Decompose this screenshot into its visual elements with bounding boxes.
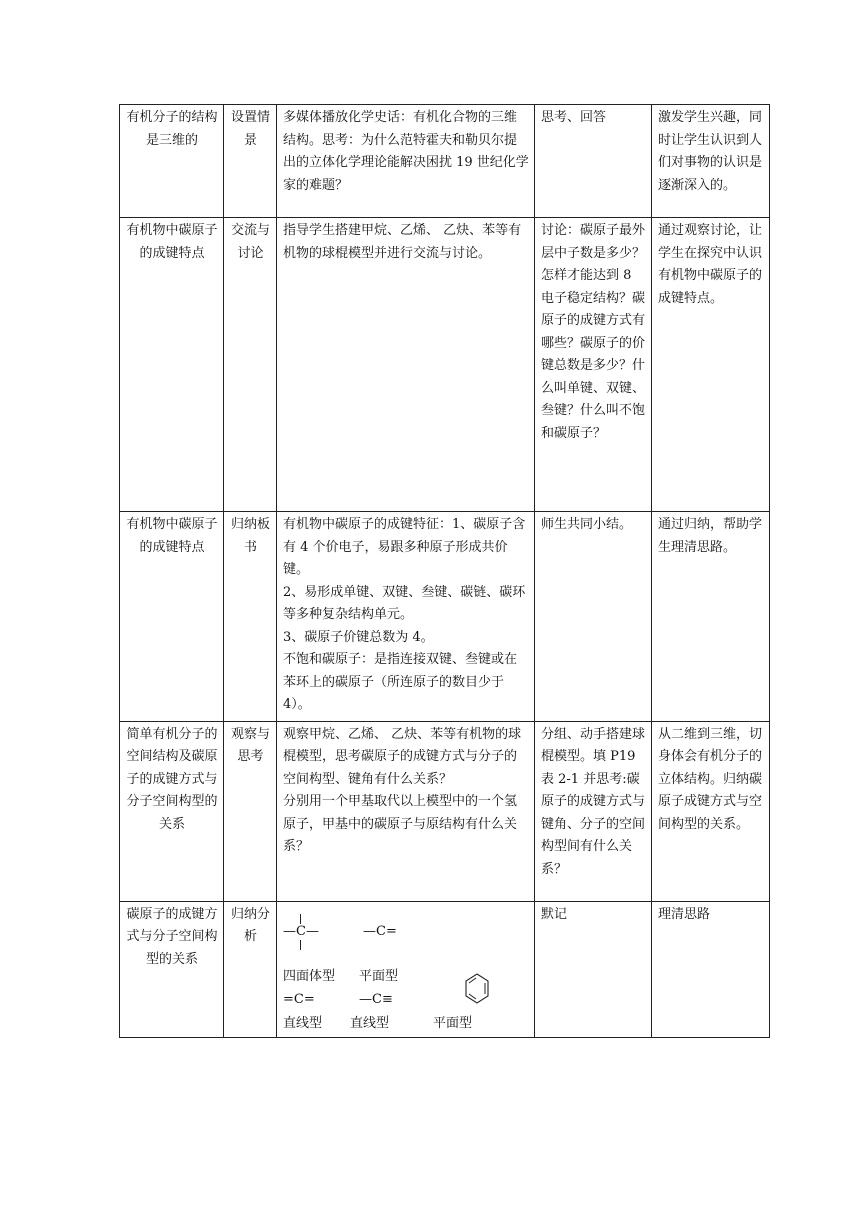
design-intent-cell: 理清思路 bbox=[652, 901, 770, 1037]
student-activity-cell: 思考、回答 bbox=[535, 105, 652, 218]
table-row bbox=[120, 901, 770, 1037]
bond-geometry-diagram bbox=[277, 901, 535, 1037]
topic-cell: 碳原子的成键方式与分子空间构型的关系 bbox=[120, 901, 224, 1037]
topic-cell: 有机分子的结构是三维的 bbox=[120, 105, 224, 218]
benzene-label: 平面型 bbox=[433, 1015, 473, 1031]
benzene-ring-icon bbox=[464, 972, 490, 1006]
method-cell: 设置情景 bbox=[224, 105, 277, 218]
method-cell: 观察与思考 bbox=[224, 721, 277, 901]
topic-cell: 有机物中碳原子的成键特点 bbox=[120, 218, 224, 512]
table-row bbox=[120, 218, 770, 512]
teacher-activity-cell: 指导学生搭建甲烷、乙烯、 乙炔、苯等有机物的球棍模型并进行交流与讨论。 bbox=[277, 218, 535, 512]
observe-question: 观察甲烷、乙烯、 乙炔、苯等有机物的球棍模型，思考碳原子的成键方式与分子的空间构型、键角有什么关系？ bbox=[283, 726, 522, 787]
method-cell: 归纳板书 bbox=[224, 512, 277, 722]
table-row bbox=[120, 105, 770, 218]
student-activity-cell: 讨论：碳原子最外层中子数是多少？怎样才能达到 8 电子稳定结构？碳原子的成键方式有哪些？碳原子的价键总数是多少？什么叫单键、双键、叁键？什么叫不饱和碳原子？ bbox=[535, 218, 652, 512]
table-row bbox=[120, 512, 770, 722]
student-activity-cell: 默记 bbox=[535, 901, 652, 1037]
tetrahedral-formula: —C— bbox=[283, 923, 319, 939]
linear-formula-double: =C= bbox=[283, 991, 315, 1007]
topic-cell: 有机物中碳原子的成键特点 bbox=[120, 512, 224, 722]
unsaturated-carbon-definition: 不饱和碳原子：是指连接双键、叁键或在苯环上的碳原子（所连原子的数目少于 4）。 bbox=[283, 652, 518, 712]
summary-point-3: 3、碳原子价键总数为 4。 bbox=[283, 629, 434, 645]
tetrahedral-bond-down bbox=[300, 940, 301, 950]
topic-cell: 简单有机分子的空间结构及碳原子的成键方式与分子空间构型的关系 bbox=[120, 721, 224, 901]
student-activity-cell: 分组、动手搭建球棍模型。填 P19 表 2-1 并思考:碳原子的成键方式与键角、分子的空间构型间有什么关系？ bbox=[535, 721, 652, 901]
linear-label-1: 直线型 bbox=[283, 1015, 323, 1031]
method-cell: 交流与讨论 bbox=[224, 218, 277, 512]
lesson-plan-table bbox=[119, 104, 770, 1038]
summary-point-1: 有机物中碳原子的成键特征：1、碳原子含有 4 个价电子，易跟多种原子形成共价键。 bbox=[283, 517, 526, 577]
tetrahedral-label: 四面体型 bbox=[283, 968, 336, 984]
teacher-activity-cell: 多媒体播放化学史话：有机化合物的三维结构。思考：为什么范特霍夫和勒贝尔提出的立体化学理论能解决困扰 19 世纪化学家的难题？ bbox=[277, 105, 535, 218]
table-row bbox=[120, 721, 770, 901]
linear-label-2: 直线型 bbox=[350, 1015, 390, 1031]
teacher-activity-cell bbox=[277, 512, 535, 722]
design-intent-cell: 激发学生兴趣，同时让学生认识到人们对事物的认识是逐渐深入的。 bbox=[652, 105, 770, 218]
design-intent-cell: 通过观察讨论，让学生在探究中认识有机物中碳原子的成键特点。 bbox=[652, 218, 770, 512]
planar-formula: —C= bbox=[363, 923, 397, 939]
summary-point-2: 2、易形成单键、双键、叁键、碳链、碳环等多种复杂结构单元。 bbox=[283, 584, 526, 622]
planar-label: 平面型 bbox=[359, 968, 399, 984]
design-intent-cell: 从二维到三维，切身体会有机分子的立体结构。归纳碳原子成键方式与空间构型的关系。 bbox=[652, 721, 770, 901]
student-activity-cell: 师生共同小结。 bbox=[535, 512, 652, 722]
linear-formula-triple: —C≡ bbox=[359, 991, 393, 1007]
tetrahedral-bond-up bbox=[300, 914, 301, 924]
methyl-question: 分别用一个甲基取代以上模型中的一个氢原子，甲基中的碳原子与原结构有什么关系？ bbox=[283, 794, 518, 854]
teacher-activity-cell bbox=[277, 721, 535, 901]
design-intent-cell: 通过归纳，帮助学生理清思路。 bbox=[652, 512, 770, 722]
method-cell: 归纳分析 bbox=[224, 901, 277, 1037]
